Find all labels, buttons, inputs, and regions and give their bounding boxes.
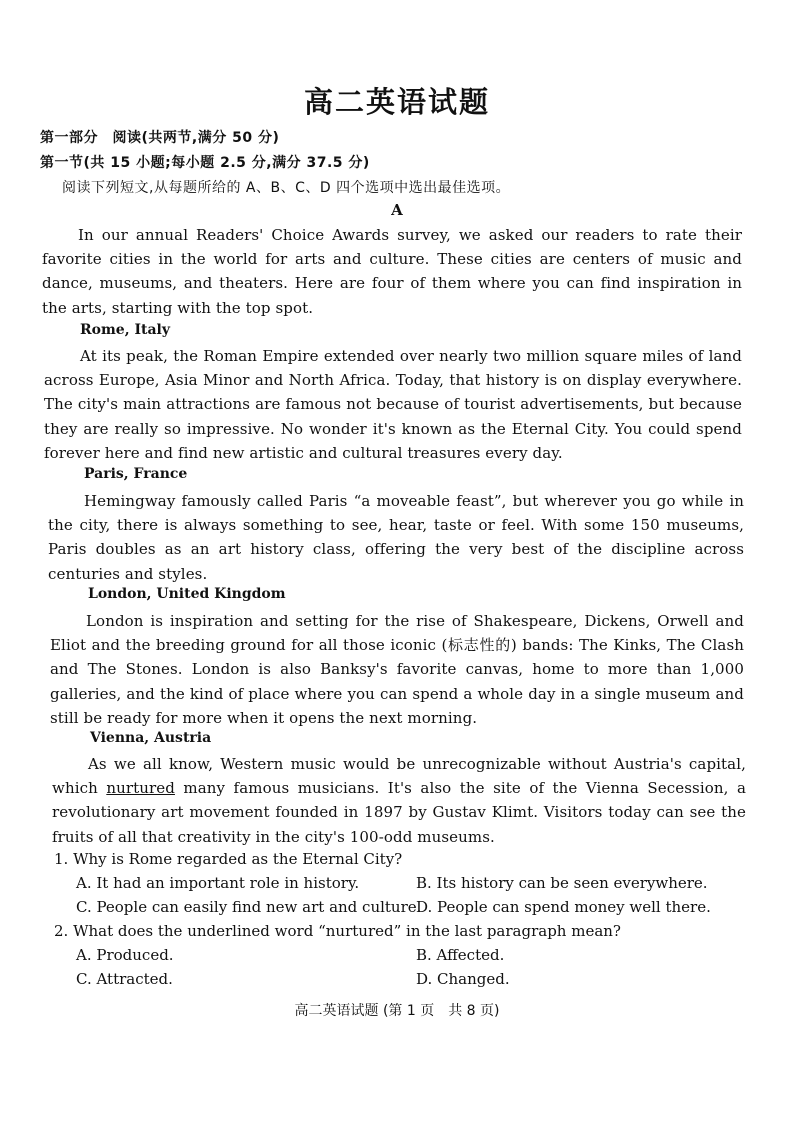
question-2-option-b: B. Affected. xyxy=(416,946,505,964)
rome-paragraph xyxy=(44,344,742,465)
exam-title: 高二英语试题 xyxy=(303,85,490,119)
passage-letter: A xyxy=(391,201,403,219)
part-heading: 第一部分 阅读(共两节,满分 50 分) xyxy=(40,130,280,146)
instruction-text: 阅读下列短文,从每题所给的 A、B、C、D 四个选项中选出最佳选项。 xyxy=(62,180,511,196)
paris-paragraph xyxy=(48,489,744,586)
page-footer: 高二英语试题 (第 1 页 共 8 页) xyxy=(294,1003,500,1019)
intro-text: In our annual Readers' Choice Awards survey, we asked our readers to rate their favorite cities in the world for arts and culture. These cities are centers of music and dance, museums, and theaters. Here are four of them where you can find inspiration in the arts, starting with the top spot. xyxy=(42,226,742,317)
london-paragraph xyxy=(50,609,744,730)
question-1-stem: 1. Why is Rome regarded as the Eternal City? xyxy=(54,850,403,868)
question-2-stem: 2. What does the underlined word “nurtured” in the last paragraph mean? xyxy=(54,922,621,940)
london-text: London is inspiration and setting for the rise of Shakespeare, Dickens, Orwell and Eliot and the breeding ground for all those iconic (标志性的) bands: The Kinks, The Clash and The Stones. London is also Banksy's favorite canvas, home to more than 1,000 galleries, and the kind of place where you can spend a whole day in a single museum and still be ready for more when it opens the next morning. xyxy=(50,612,744,727)
london-heading: London, United Kingdom xyxy=(88,586,286,602)
question-2-option-a: A. Produced. xyxy=(76,946,174,964)
section-heading: 第一节(共 15 小题;每小题 2.5 分,满分 37.5 分) xyxy=(40,155,370,171)
question-2-option-d: D. Changed. xyxy=(416,970,510,988)
question-1-option-b: B. Its history can be seen everywhere. xyxy=(416,874,708,892)
vienna-paragraph xyxy=(52,752,746,849)
rome-heading: Rome, Italy xyxy=(80,322,170,338)
rome-text: At its peak, the Roman Empire extended over nearly two million square miles of land across Europe, Asia Minor and North Africa. Today, that history is on display everywhere. The city's main attractions are famous not because of tourist advertisements, but because they are really so impressive. No wonder it's known as the Eternal City. You could spend forever here and find new artistic and cultural treasures every day. xyxy=(44,347,742,462)
paris-heading: Paris, France xyxy=(84,466,188,482)
paris-text: Hemingway famously called Paris “a moveable feast”, but wherever you go while in the city, there is always something to see, hear, taste or feel. With some 150 museums, Paris doubles as an art history class, offering the very best of the discipline across centuries and styles. xyxy=(48,492,744,583)
question-2-option-c: C. Attracted. xyxy=(76,970,173,988)
intro-paragraph xyxy=(42,223,742,320)
vienna-text-before: As we all know, Western music would be unrecognizable without Austria's capital, which xyxy=(52,755,746,798)
underlined-word: nurtured xyxy=(106,779,175,798)
question-1-option-c: C. People can easily find new art and culture. xyxy=(76,898,422,916)
vienna-heading: Vienna, Austria xyxy=(90,730,212,746)
question-1-option-d: D. People can spend money well there. xyxy=(416,898,711,916)
question-1-option-a: A. It had an important role in history. xyxy=(76,874,360,892)
vienna-text-after: many famous musicians. It's also the site of the Vienna Secession, a revolutionary art movement founded in 1897 by Gustav Klimt. Visitors today can see the fruits of all that creativity in the city's 100-odd museums. xyxy=(52,779,746,846)
